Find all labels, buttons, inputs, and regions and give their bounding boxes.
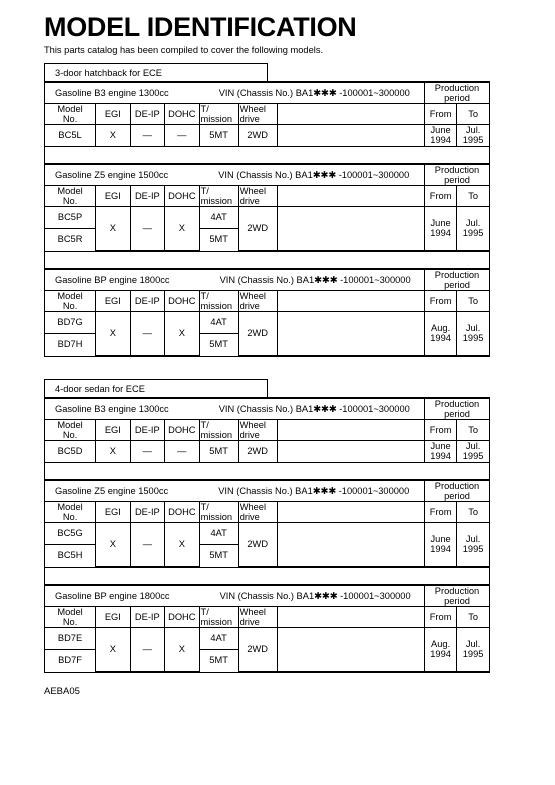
production-period-header	[425, 164, 489, 185]
wheel-drive-header	[238, 606, 277, 627]
production-period-header-line: period	[444, 490, 470, 501]
production-period-header-line: period	[444, 595, 470, 606]
egi-value: X	[96, 311, 130, 355]
row-filler	[277, 441, 424, 462]
model-row	[45, 441, 489, 462]
transmission-value: 4AT	[199, 627, 238, 649]
wheel-drive-header	[238, 501, 277, 522]
from-header: From	[425, 185, 457, 206]
de-ip-value: —	[130, 206, 165, 250]
transmission-header-line: mission	[200, 430, 233, 440]
production-to-line: Jul.	[465, 125, 481, 136]
to-header: To	[457, 290, 489, 311]
header-filler	[277, 501, 424, 522]
row-filler	[277, 522, 424, 566]
production-period-header-line: Production	[434, 585, 480, 596]
from-header: From	[425, 606, 457, 627]
production-from	[425, 522, 457, 566]
production-period-header-line: Production	[434, 269, 480, 280]
production-from	[425, 206, 457, 250]
to-header: To	[457, 185, 489, 206]
wheel-drive-header-line: Wheel	[239, 606, 266, 617]
wheel-drive-value: 2WD	[238, 441, 277, 462]
production-period-header-line: Production	[434, 164, 480, 175]
wheel-drive-value: 2WD	[238, 206, 277, 250]
production-period-header-line: period	[444, 409, 470, 419]
wheel-drive-header-line: Wheel	[239, 104, 266, 114]
production-period-header	[425, 269, 489, 290]
page-title: MODEL IDENTIFICATION	[44, 12, 357, 42]
dohc-header: DOHC	[165, 420, 199, 441]
wheel-drive-header-line: drive	[239, 430, 260, 440]
production-to-line: Jul.	[465, 323, 481, 333]
vin-range: VIN (Chassis No.) BA1✱✱✱ -100001~300000	[218, 169, 410, 180]
transmission-header-line: T/	[200, 606, 209, 617]
engine-name: Gasoline BP engine 1800cc	[55, 274, 170, 285]
model-no-header-line: Model	[57, 185, 83, 196]
model-no-header	[45, 501, 96, 522]
engine-block	[45, 82, 489, 146]
de-ip-value: —	[130, 441, 164, 462]
dohc-value: X	[165, 627, 199, 671]
de-ip-value: —	[130, 311, 164, 355]
wheel-drive-header-line: Wheel	[239, 185, 267, 196]
production-to-line: 1995	[462, 228, 484, 238]
row-filler	[277, 311, 424, 355]
production-to-line: 1995	[462, 135, 484, 146]
model-no-header	[45, 290, 96, 311]
model-no-header-line: No.	[62, 114, 78, 124]
vin-range: VIN (Chassis No.) BA1✱✱✱ -100001~300000	[219, 590, 411, 601]
egi-header: EGI	[96, 606, 130, 627]
transmission-header-line: mission	[200, 195, 233, 206]
production-to	[457, 522, 489, 566]
transmission-value: 5MT	[199, 441, 238, 462]
production-from-line: June	[430, 534, 451, 544]
engine-title	[45, 480, 425, 501]
production-period-header	[425, 585, 489, 606]
intro-text: This parts catalog has been compiled to cover the following models.	[44, 45, 324, 55]
wheel-drive-header-line: drive	[239, 616, 260, 627]
de-ip-header: DE-IP	[130, 290, 164, 311]
production-period-header-line: Production	[434, 83, 480, 93]
de-ip-value: —	[130, 627, 164, 671]
document-code: AEBA05	[44, 686, 80, 697]
model-no-header	[45, 185, 96, 206]
engine-block	[45, 480, 489, 567]
model-number: BC5H	[45, 544, 96, 566]
model-number: BD7F	[45, 649, 96, 671]
model-number: BC5R	[45, 228, 96, 250]
wheel-drive-header	[238, 185, 277, 206]
model-no-header	[45, 420, 96, 441]
from-header: From	[425, 501, 457, 522]
model-row	[45, 627, 489, 649]
to-header: To	[457, 501, 489, 522]
production-from-line: June	[430, 125, 451, 136]
engine-title	[45, 585, 425, 606]
transmission-value: 5MT	[199, 649, 238, 671]
vin-range: VIN (Chassis No.) BA1✱✱✱ -100001~300000	[218, 485, 410, 496]
to-header: To	[457, 104, 489, 125]
engine-name: Gasoline B3 engine 1300cc	[55, 404, 169, 414]
production-from	[425, 125, 457, 146]
to-header: To	[457, 420, 489, 441]
wheel-drive-value: 2WD	[238, 522, 277, 566]
dohc-value: —	[165, 441, 199, 462]
dohc-value: —	[165, 125, 199, 146]
model-row	[45, 311, 489, 333]
dohc-header: DOHC	[165, 501, 200, 522]
production-to-line: 1995	[462, 451, 484, 462]
production-to	[457, 206, 489, 250]
transmission-header	[199, 501, 238, 522]
engine-title	[45, 269, 425, 290]
transmission-header-line: mission	[200, 616, 233, 627]
egi-header: EGI	[96, 104, 130, 125]
body-type-label: 4-door sedan for ECE	[44, 379, 268, 397]
production-period-header-line: period	[444, 93, 470, 103]
model-no-header-line: Model	[57, 290, 83, 301]
egi-header: EGI	[96, 185, 131, 206]
model-no-header-line: No.	[62, 616, 78, 627]
engine-name: Gasoline Z5 engine 1500cc	[55, 485, 169, 496]
production-from	[425, 627, 457, 671]
egi-value: X	[96, 441, 130, 462]
model-no-header-line: No.	[62, 300, 78, 311]
de-ip-header: DE-IP	[130, 606, 164, 627]
vin-range: VIN (Chassis No.) BA1✱✱✱ -100001~300000	[219, 274, 411, 285]
block-spacer	[45, 251, 489, 269]
body-type-label: 3-door hatchback for ECE	[44, 63, 268, 81]
production-to	[457, 311, 489, 355]
production-from-line: June	[430, 218, 451, 228]
vin-range: VIN (Chassis No.) BA1✱✱✱ -100001~300000	[218, 404, 410, 414]
production-from-line: 1994	[430, 544, 451, 554]
vin-range: VIN (Chassis No.) BA1✱✱✱ -100001~300000	[218, 88, 410, 98]
production-from-line: 1994	[430, 135, 451, 146]
production-from	[425, 441, 457, 462]
production-from-line: 1994	[430, 333, 451, 343]
section-table	[44, 81, 490, 357]
production-period-header-line: period	[444, 279, 470, 290]
to-header: To	[457, 606, 489, 627]
production-to-line: Jul.	[465, 639, 481, 649]
engine-block	[45, 585, 489, 672]
transmission-header-line: T/	[200, 290, 209, 301]
dohc-value: X	[165, 206, 200, 250]
wheel-drive-header-line: Wheel	[239, 501, 267, 512]
production-period-header-line: Production	[434, 480, 480, 491]
egi-value: X	[96, 627, 130, 671]
dohc-header: DOHC	[165, 104, 199, 125]
transmission-header-line: T/	[200, 185, 209, 196]
transmission-header-line: mission	[200, 511, 233, 522]
model-no-header-line: No.	[62, 195, 78, 206]
wheel-drive-value: 2WD	[238, 311, 277, 355]
production-period-header-line: period	[444, 174, 470, 185]
model-no-header-line: Model	[57, 104, 83, 114]
engine-name: Gasoline Z5 engine 1500cc	[55, 169, 169, 180]
model-no-header-line: Model	[57, 501, 83, 512]
engine-block	[45, 398, 489, 462]
wheel-drive-value: 2WD	[238, 627, 277, 671]
wheel-drive-header-line: drive	[239, 511, 260, 522]
production-from-line: 1994	[430, 451, 451, 462]
header-filler	[277, 606, 424, 627]
production-to-line: 1995	[462, 544, 484, 554]
production-to-line: 1995	[462, 333, 484, 343]
egi-header: EGI	[96, 420, 130, 441]
egi-value: X	[96, 522, 131, 566]
production-to-line: Jul.	[465, 441, 481, 452]
production-to	[457, 441, 489, 462]
row-filler	[277, 206, 424, 250]
transmission-header-line: mission	[200, 300, 233, 311]
model-number: BC5G	[45, 522, 96, 544]
wheel-drive-header	[238, 290, 277, 311]
transmission-header-line: T/	[200, 104, 209, 114]
production-from	[425, 311, 457, 355]
production-from-line: 1994	[430, 228, 451, 238]
transmission-header-line: T/	[200, 501, 209, 512]
model-no-header-line: Model	[57, 606, 83, 617]
from-header: From	[425, 104, 457, 125]
production-period-header	[425, 83, 489, 104]
wheel-drive-header-line: Wheel	[239, 290, 266, 301]
de-ip-value: —	[130, 125, 164, 146]
production-from-line: June	[430, 441, 451, 452]
de-ip-header: DE-IP	[130, 420, 164, 441]
production-from-line: Aug.	[431, 323, 451, 333]
model-number: BC5L	[45, 125, 96, 146]
model-row	[45, 125, 489, 146]
dohc-value: X	[165, 311, 199, 355]
production-from-line: 1994	[430, 649, 451, 659]
model-no-header	[45, 104, 96, 125]
block-spacer	[45, 567, 489, 585]
transmission-value: 4AT	[199, 206, 238, 228]
model-no-header-line: No.	[62, 511, 78, 522]
model-number: BD7E	[45, 627, 96, 649]
section-table	[44, 397, 490, 673]
model-no-header-line: Model	[57, 420, 83, 430]
engine-title	[45, 164, 425, 185]
transmission-header	[199, 104, 238, 125]
dohc-header: DOHC	[165, 290, 199, 311]
transmission-value: 4AT	[199, 311, 238, 333]
dohc-header: DOHC	[165, 185, 200, 206]
wheel-drive-header	[238, 104, 277, 125]
model-row	[45, 206, 489, 228]
production-to	[457, 125, 489, 146]
production-period-header-line: Production	[434, 399, 480, 409]
wheel-drive-value: 2WD	[238, 125, 277, 146]
de-ip-header: DE-IP	[130, 185, 165, 206]
engine-name: Gasoline BP engine 1800cc	[55, 590, 170, 601]
model-no-header	[45, 606, 96, 627]
wheel-drive-header-line: drive	[239, 300, 260, 311]
row-filler	[277, 125, 424, 146]
engine-name: Gasoline B3 engine 1300cc	[55, 88, 169, 98]
header-filler	[277, 185, 424, 206]
row-filler	[277, 627, 424, 671]
wheel-drive-header-line: drive	[239, 114, 260, 124]
production-to-line: Jul.	[465, 534, 481, 544]
model-no-header-line: No.	[62, 430, 78, 440]
from-header: From	[425, 420, 457, 441]
de-ip-header: DE-IP	[130, 104, 164, 125]
egi-header: EGI	[96, 290, 130, 311]
egi-value: X	[96, 125, 130, 146]
header-filler	[277, 420, 424, 441]
block-spacer	[45, 146, 489, 164]
engine-block	[45, 164, 489, 251]
production-to-line: 1995	[462, 649, 484, 659]
transmission-header	[199, 185, 238, 206]
de-ip-header: DE-IP	[130, 501, 165, 522]
transmission-value: 5MT	[199, 228, 238, 250]
production-to-line: Jul.	[465, 218, 481, 228]
transmission-header	[199, 606, 238, 627]
production-from-line: Aug.	[431, 639, 451, 649]
egi-header: EGI	[96, 501, 131, 522]
transmission-header-line: T/	[200, 420, 209, 430]
model-row	[45, 522, 489, 544]
engine-title	[45, 399, 425, 420]
model-number: BD7H	[45, 333, 96, 355]
transmission-value: 5MT	[199, 544, 238, 566]
engine-block	[45, 269, 489, 356]
production-to	[457, 627, 489, 671]
transmission-header-line: mission	[200, 114, 233, 124]
transmission-header	[199, 420, 238, 441]
model-number: BC5P	[45, 206, 96, 228]
engine-title	[45, 83, 425, 104]
dohc-value: X	[165, 522, 200, 566]
model-number: BC5D	[45, 441, 96, 462]
transmission-header	[199, 290, 238, 311]
header-filler	[277, 104, 424, 125]
wheel-drive-header-line: Wheel	[239, 420, 266, 430]
from-header: From	[425, 290, 457, 311]
dohc-header: DOHC	[165, 606, 199, 627]
header-filler	[277, 290, 424, 311]
egi-value: X	[96, 206, 131, 250]
transmission-value: 4AT	[199, 522, 238, 544]
transmission-value: 5MT	[199, 333, 238, 355]
production-period-header	[425, 399, 489, 420]
transmission-value: 5MT	[199, 125, 238, 146]
de-ip-value: —	[130, 522, 165, 566]
wheel-drive-header-line: drive	[239, 195, 260, 206]
block-spacer	[45, 462, 489, 480]
wheel-drive-header	[238, 420, 277, 441]
model-number: BD7G	[45, 311, 96, 333]
production-period-header	[425, 480, 489, 501]
